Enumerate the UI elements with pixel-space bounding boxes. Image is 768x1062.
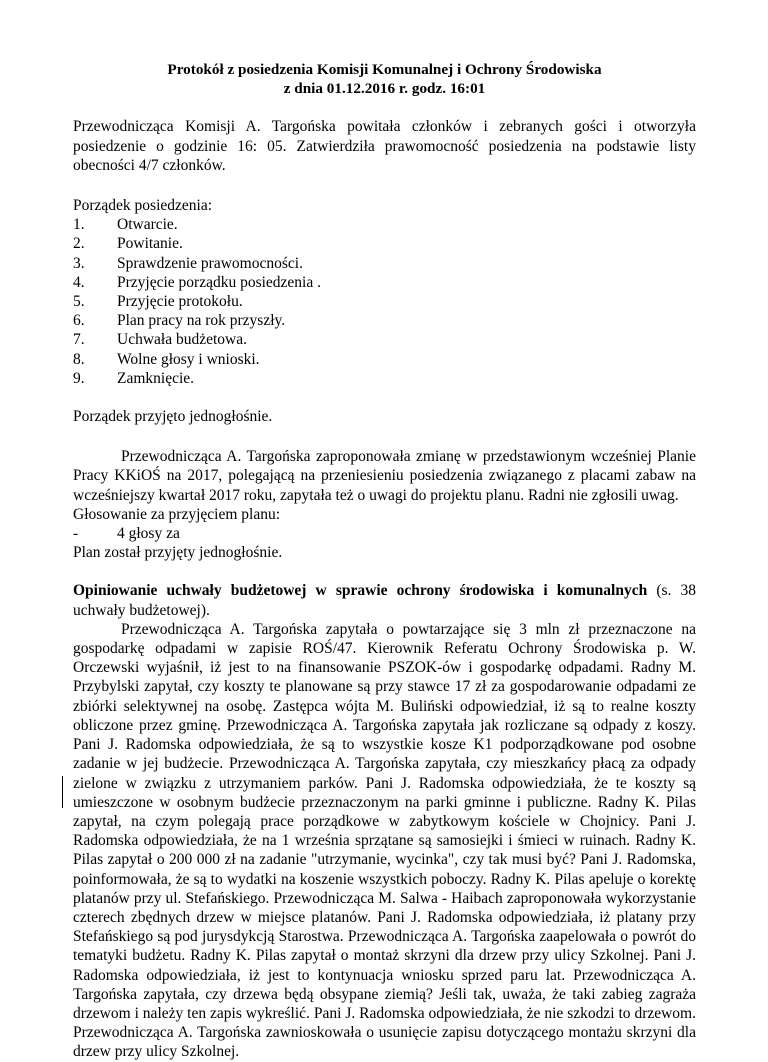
- agenda-number: 1.: [73, 216, 85, 234]
- agenda-item: [73, 215, 696, 234]
- document-date: z dnia 01.12.2016 r. godz. 16:01: [283, 80, 486, 98]
- agenda-item: [73, 330, 696, 349]
- agenda-list: [73, 215, 696, 388]
- budget-heading: [73, 581, 696, 619]
- agenda-item: [73, 311, 696, 330]
- agenda-number: 4.: [73, 273, 85, 291]
- vote-dash: -: [73, 525, 79, 543]
- agenda-number: 2.: [73, 235, 85, 253]
- document-title: Protokół z posiedzenia Komisji Komunalnej i Ochrony Środowiska: [167, 61, 602, 78]
- vote-result: 4 głosy za: [117, 525, 180, 543]
- agenda-item: [73, 273, 696, 292]
- agenda-item: [73, 292, 696, 311]
- agenda-accepted: Porządek przyjęto jednogłośnie.: [73, 408, 273, 426]
- agenda-number: 5.: [73, 293, 85, 311]
- agenda-number: 9.: [73, 369, 85, 387]
- agenda-number: 6.: [73, 312, 85, 330]
- agenda-text: Otwarcie.: [117, 216, 178, 234]
- intro-paragraph: Przewodnicząca Komisji A. Targońska powitała członków i zebranych gości i otworzyła posiedzenie o godzinie 16: 05. Zatwierdziła prawomocność posiedzenia na podstawie listy obecności 4/7 członków.: [73, 118, 696, 174]
- agenda-text: Uchwała budżetowa.: [117, 331, 247, 349]
- agenda-item: [73, 254, 696, 273]
- agenda-text: Plan pracy na rok przyszły.: [117, 312, 286, 330]
- budget-heading-bold: Opiniowanie uchwały budżetowej w sprawie ochrony środowiska i komunalnych: [73, 582, 648, 600]
- agenda-number: 3.: [73, 254, 85, 272]
- agenda-item: [73, 234, 696, 253]
- agenda-text: Wolne głosy i wnioski.: [117, 350, 260, 368]
- agenda-item: [73, 350, 696, 369]
- plan-paragraph: Przewodnicząca A. Targońska zaproponowała zmianę w przedstawionym wcześniej Planie Pracy KKiOŚ na 2017, polegającą na przeniesieniu posiedzenia związanego z placami zabaw na wcześniejszy kwartał 2017 roku, zapytała też o uwagi do projektu planu. Radni nie zgłosili uwag.: [73, 448, 696, 504]
- agenda-text: Powitanie.: [117, 235, 183, 253]
- vote-label: Głosowanie za przyjęciem planu:: [73, 505, 281, 523]
- change-bar: [62, 776, 63, 808]
- plan-accepted: Plan został przyjęty jednogłośnie.: [73, 544, 283, 562]
- agenda-number: 7.: [73, 331, 85, 349]
- vote-result-row: [73, 524, 696, 543]
- agenda-text: Sprawdzenie prawomocności.: [117, 254, 303, 272]
- agenda-text: Zamknięcie.: [117, 369, 195, 387]
- agenda-label: Porządek posiedzenia:: [73, 197, 213, 215]
- budget-body: Przewodnicząca A. Targońska zapytała o powtarzające się 3 mln zł przeznaczone na gospodarkę odpadami w zapisie ROŚ/47. Kierownik Referatu Ochrony Środowiska p. W. Orczewski wyjaśnił, iż jest to na finansowanie PSZOK-ów i gospodarkę odpadami. Radny M. Przybylski zapytał, czy koszty te planowane są przy stawce 17 zł za gospodarowanie odpadami ze zbiórki selektywnej na osobę. Zastępca wójta M. Buliński odpowiedział, iż są to realne koszty obliczone przez gminę. Przewodnicząca A. Targońska zapytała jak rozliczane są odpady z koszy. Pani J. Radomska odpowiedziała, że są to wszystkie kosze K1 podporządkowane pod osobne zadanie w jej budżecie. Przewodnicząca A. Targońska zapytała, czy mieszkańcy płacą za odpady zielone w związku z utrzymaniem parków. Pani J. Radomska odpowiedziała, że te koszty są umieszczone w osobnym budżecie przeznaczonym na parki gminne i publiczne. Radny K. Pilas zapytał, na czym polegają prace porządkowe w zabytkowym kościele w Chojnicy. Pani J. Radomska odpowiedziała, że na 1 września sprzątane są samosiejki i śmieci w ruinach. Radny K. Pilas zapytał o 200 000 zł na zadanie "utrzymanie, wycinka", czy tak musi być? Pani J. Radomska, poinformowała, że są to wydatki na koszenie wszystkich poboczy. Radny K. Pilas apeluje o korektę platanów przy ul. Stefańskiego. Przewodnicząca M. Salwa - Haibach zaproponowała wykorzystanie czterech zbędnych drzew w miejsce platanów. Pani J. Radomska odpowiedziała, iż platany przy Stefańskiego są pod jurysdykcją Starostwa. Przewodnicząca A. Targońska zaapelowała o powrót do tematyki budżetu. Radny K. Pilas zapytał o montaż skrzyni dla drzew przy ulicy Szkolnej. Pani J. Radomska odpowiedziała, iż jest to kontynuacja wniosku sprzed paru lat. Przewodnicząca A. Targońska zapytała, czy drzewa będą obsypane ziemią? Jeśli tak, uważa, że taki zabieg zagraża drzewom i należy ten zapis wykreślić. Pani J. Radomska odpowiedziała, że nie szkodzi to drzewom. Przewodnicząca A. Targońska zawnioskowała o usunięcie zapisu dotyczącego montażu skrzyni dla drzew przy ulicy Szkolnej.: [73, 620, 696, 1061]
- agenda-item: [73, 369, 696, 388]
- agenda-number: 8.: [73, 350, 85, 368]
- budget-heading-rest: (s. 38 uchwały budżetowej).: [73, 582, 696, 619]
- agenda-text: Przyjęcie protokołu.: [117, 293, 243, 311]
- agenda-text: Przyjęcie porządku posiedzenia .: [117, 273, 321, 291]
